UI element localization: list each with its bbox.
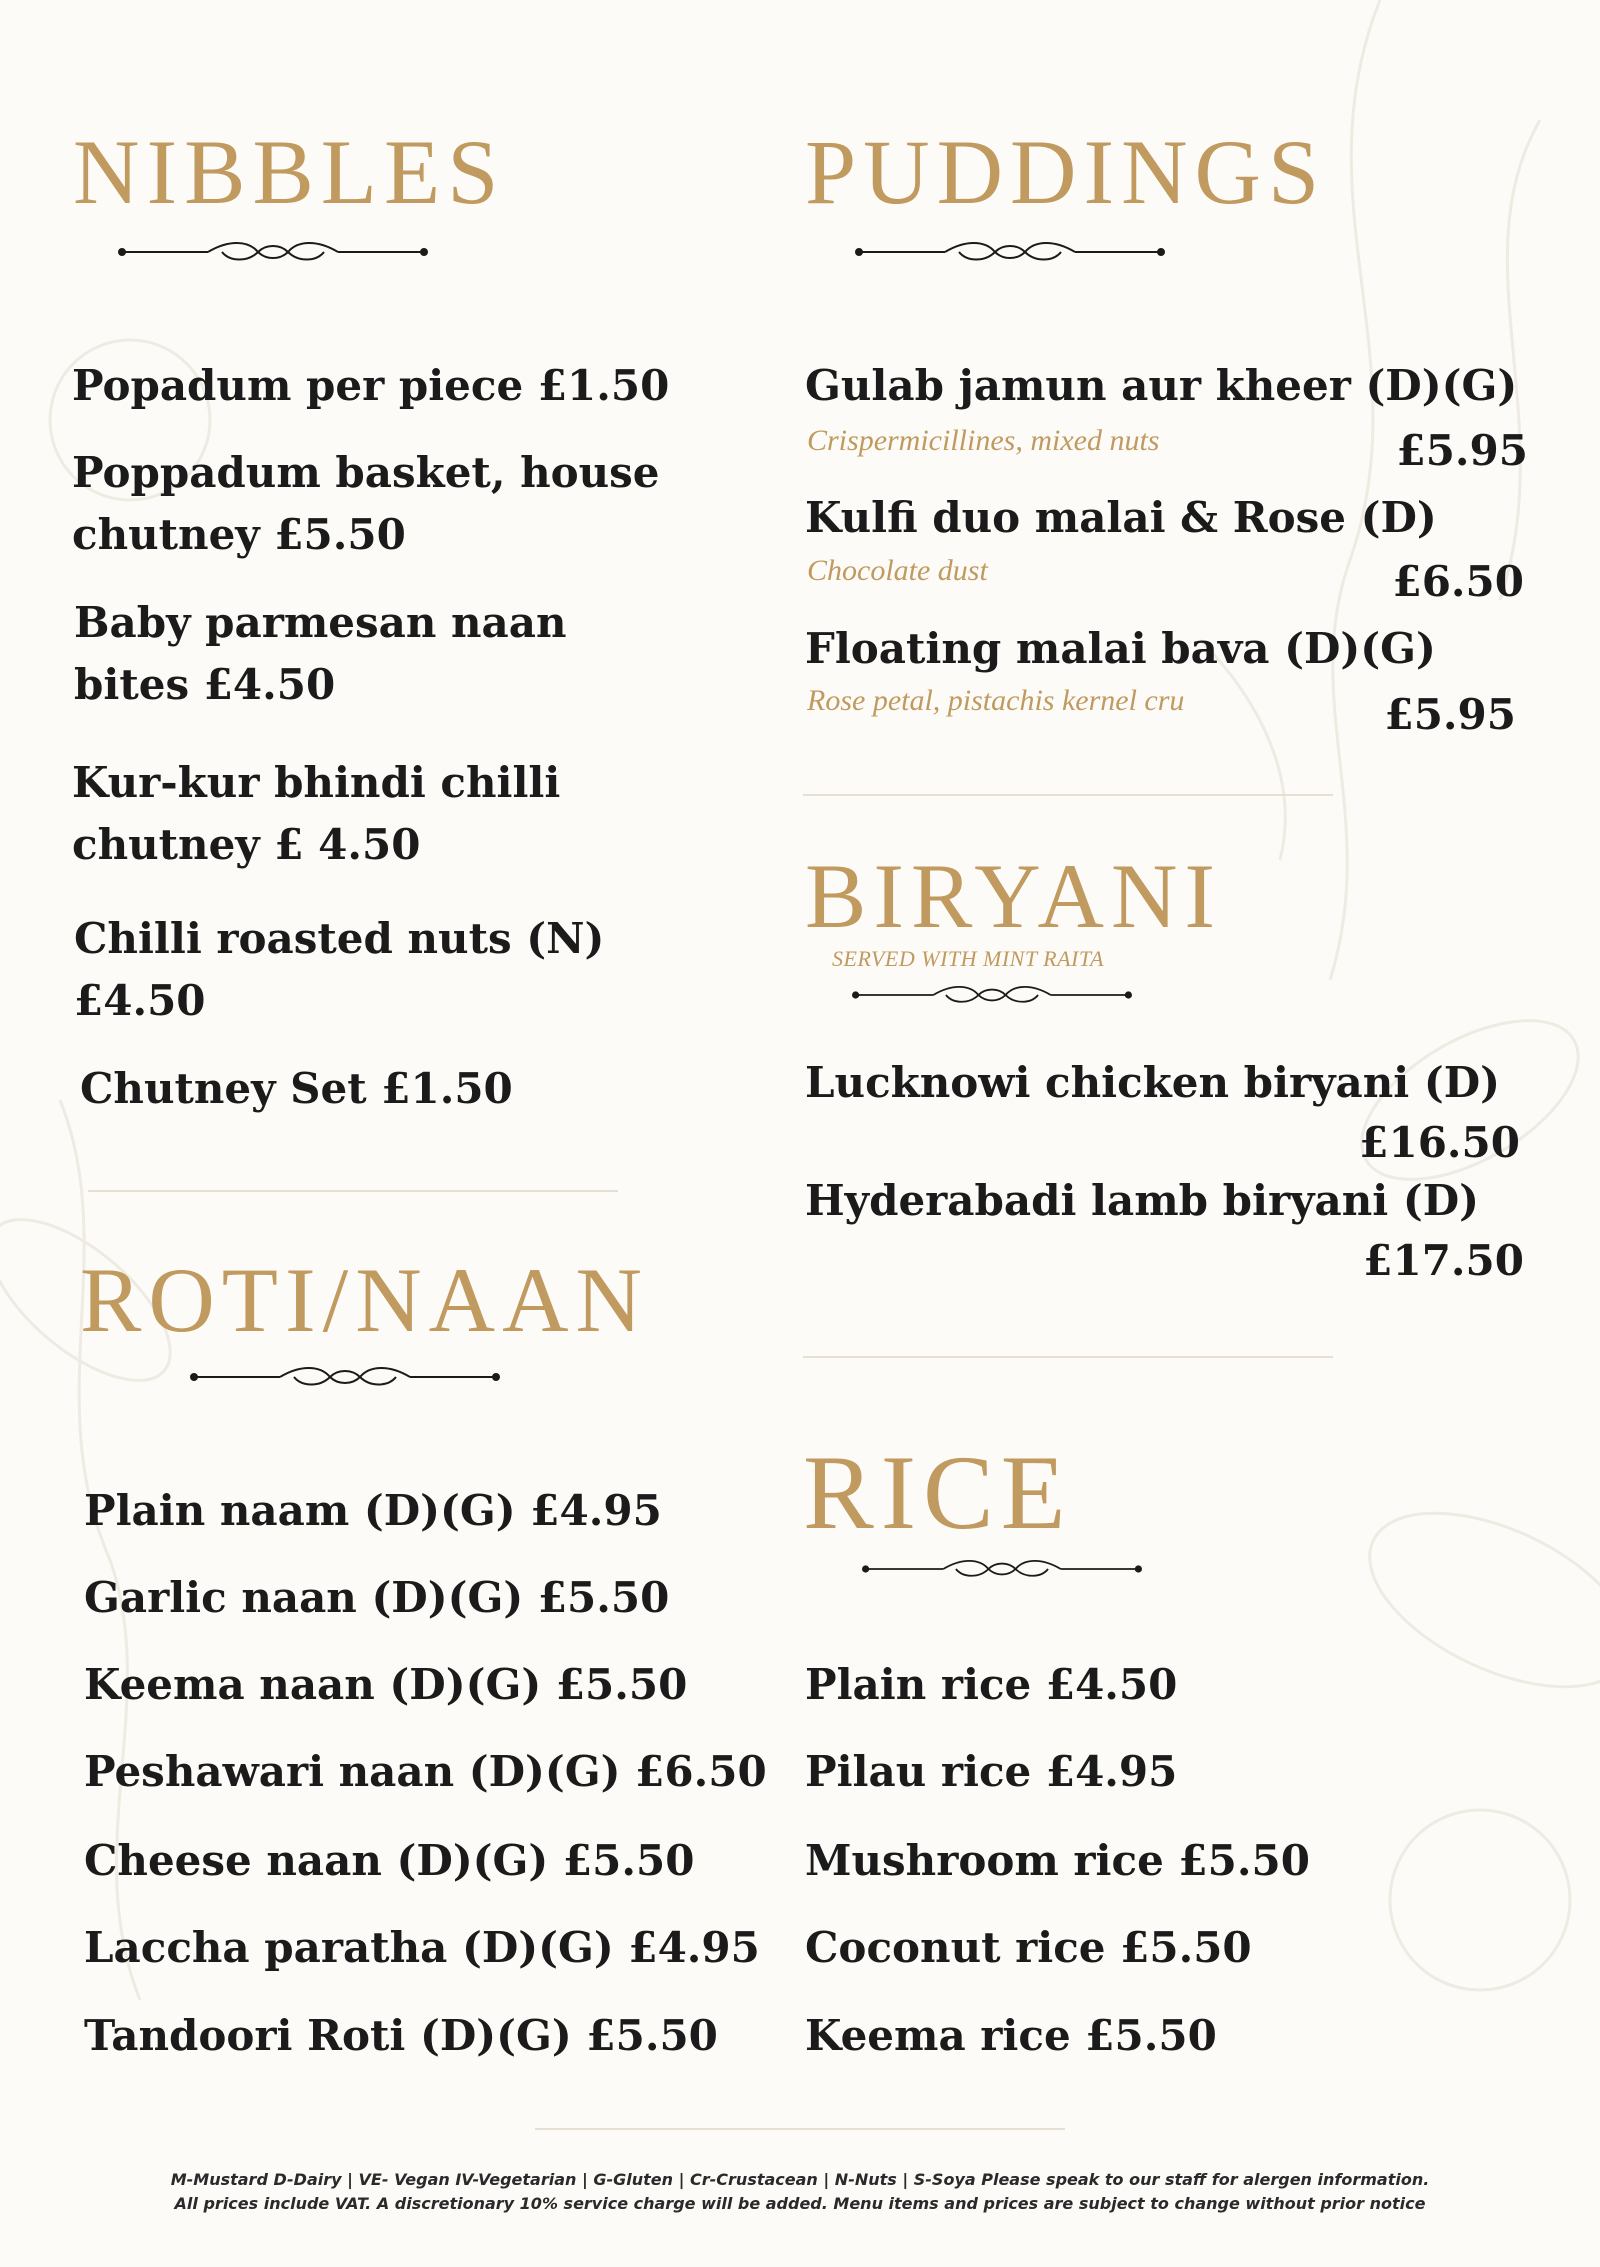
menu-item-description: Rose petal, pistachis kernel cru — [807, 684, 1185, 717]
flourish-ornament-icon — [862, 1557, 1142, 1581]
biryani-heading: BIRYANI — [805, 845, 1223, 947]
nibbles-heading: NIBBLES — [73, 121, 506, 223]
rice-heading: RICE — [803, 1434, 1073, 1551]
menu-item: Garlic naan (D)(G) £5.50 — [84, 1573, 670, 1622]
puddings-heading: PUDDINGS — [805, 121, 1327, 223]
menu-item: Baby parmesan naan bites £4.50 — [74, 598, 567, 709]
menu-item: Pilau rice £4.95 — [805, 1747, 1178, 1796]
menu-item: Chilli roasted nuts (N) £4.50 — [74, 914, 605, 1025]
menu-item-name: Hyderabadi lamb biryani (D) — [805, 1176, 1479, 1225]
menu-item: Coconut rice £5.50 — [805, 1923, 1252, 1972]
roti-naan-heading: ROTI/NAAN — [80, 1249, 649, 1351]
menu-item-price: £6.50 — [1392, 557, 1524, 606]
menu-item: Laccha paratha (D)(G) £4.95 — [84, 1923, 760, 1972]
footer-divider — [535, 2128, 1065, 2130]
menu-item: Cheese naan (D)(G) £5.50 — [84, 1836, 695, 1885]
flourish-ornament-icon — [855, 240, 1165, 264]
menu-item: Keema rice £5.50 — [805, 2011, 1217, 2060]
section-divider — [803, 1356, 1333, 1358]
section-divider — [88, 1190, 618, 1192]
menu-item: Chutney Set £1.50 — [80, 1064, 513, 1113]
menu-item-name: Gulab jamun aur kheer (D)(G) — [805, 361, 1518, 410]
menu-item-description: Chocolate dust — [807, 554, 988, 587]
menu-item: Plain rice £4.50 — [805, 1660, 1178, 1709]
menu-item-price: £16.50 — [1359, 1118, 1520, 1167]
menu-item-name: Kulfi duo malai & Rose (D) — [805, 493, 1437, 542]
menu-item-price: £17.50 — [1363, 1236, 1524, 1285]
menu-item: Mushroom rice £5.50 — [805, 1836, 1310, 1885]
menu-item-description: Crispermicillines, mixed nuts — [807, 424, 1160, 457]
section-divider — [803, 794, 1333, 796]
allergen-info: M-Mustard D-Dairy | VE- Vegan IV-Vegetarian | G-Gluten | Cr-Crustacean | N-Nuts | S-Soya Please speak to our staff for alergen information. — [170, 2170, 1430, 2189]
menu-item: Tandoori Roti (D)(G) £5.50 — [84, 2011, 718, 2060]
menu-item-name: Floating malai bava (D)(G) — [805, 624, 1436, 673]
menu-item: Keema naan (D)(G) £5.50 — [84, 1660, 688, 1709]
flourish-ornament-icon — [118, 240, 428, 264]
menu-item-price: £5.95 — [1396, 426, 1528, 475]
menu-item: Kur-kur bhindi chilli chutney £ 4.50 — [72, 758, 561, 869]
biryani-subtitle: SERVED WITH MINT RAITA — [832, 946, 1104, 971]
flourish-ornament-icon — [852, 983, 1132, 1007]
flourish-ornament-icon — [190, 1365, 500, 1389]
menu-item: Poppadum basket, house chutney £5.50 — [72, 448, 660, 559]
menu-item-price: £5.95 — [1384, 690, 1516, 739]
menu-item: Plain naam (D)(G) £4.95 — [84, 1486, 662, 1535]
vat-notice: All prices include VAT. A discretionary 10% service charge will be added. Menu items and prices are subject to change without prior notice — [174, 2194, 1426, 2213]
menu-item-name: Lucknowi chicken biryani (D) — [805, 1058, 1500, 1107]
menu-item: Popadum per piece £1.50 — [72, 361, 670, 410]
menu-item: Peshawari naan (D)(G) £6.50 — [84, 1747, 767, 1796]
